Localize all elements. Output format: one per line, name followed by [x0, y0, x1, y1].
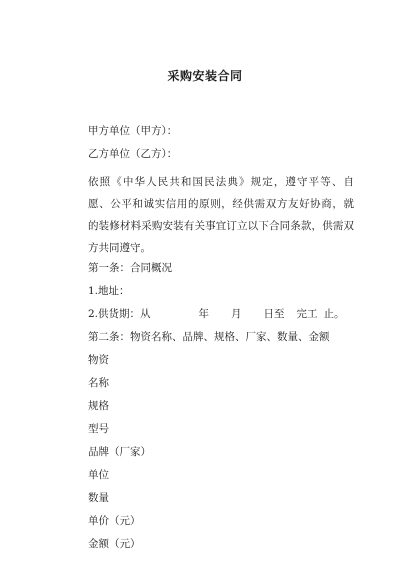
- intro-line: 依照《中华人民共和国民法典》规定，遵守平等、自: [88, 176, 354, 188]
- supply-year: 年: [198, 308, 210, 320]
- field-label-name: 名称: [88, 377, 109, 389]
- intro-line: 方共同遵守。: [88, 242, 151, 254]
- document-title: 采购安装合同: [167, 69, 243, 83]
- supply-end: 止。: [323, 308, 345, 320]
- intro-paragraph: [88, 171, 354, 259]
- field-label-brand: 品牌（厂家）: [88, 446, 151, 458]
- field-label-model: 型号: [88, 423, 109, 435]
- field-label-amount: 金额（元）: [88, 538, 141, 550]
- field-label-unit-price: 单价（元）: [88, 515, 141, 527]
- supply-month: 月: [231, 308, 242, 320]
- field-label-spec: 规格: [88, 400, 109, 412]
- supply-prefix: 2.供货期：从: [88, 308, 151, 320]
- article-1-heading: 第一条：合同概况: [88, 262, 172, 274]
- address-line: 1.地址：: [88, 285, 130, 297]
- party-a-line: 甲方单位（甲方）：: [88, 125, 178, 137]
- intro-line: 愿、公平和诚实信用的原则，经供需双方友好协商，就: [88, 198, 354, 210]
- field-label-material: 物资: [88, 354, 109, 366]
- field-label-unit: 单位: [88, 469, 109, 481]
- article-2-heading: 第二条：物资名称、品牌、规格、厂家、数量、金额: [88, 331, 330, 343]
- supply-day-to: 日至: [263, 308, 285, 320]
- supply-complete: 完工: [296, 308, 318, 320]
- intro-line: 的装修材料采购安装有关事宜订立以下合同条款，供需双: [88, 220, 354, 232]
- supply-period-line: [88, 307, 345, 321]
- party-b-line: 乙方单位（乙方）：: [88, 148, 178, 160]
- field-label-quantity: 数量: [88, 492, 109, 504]
